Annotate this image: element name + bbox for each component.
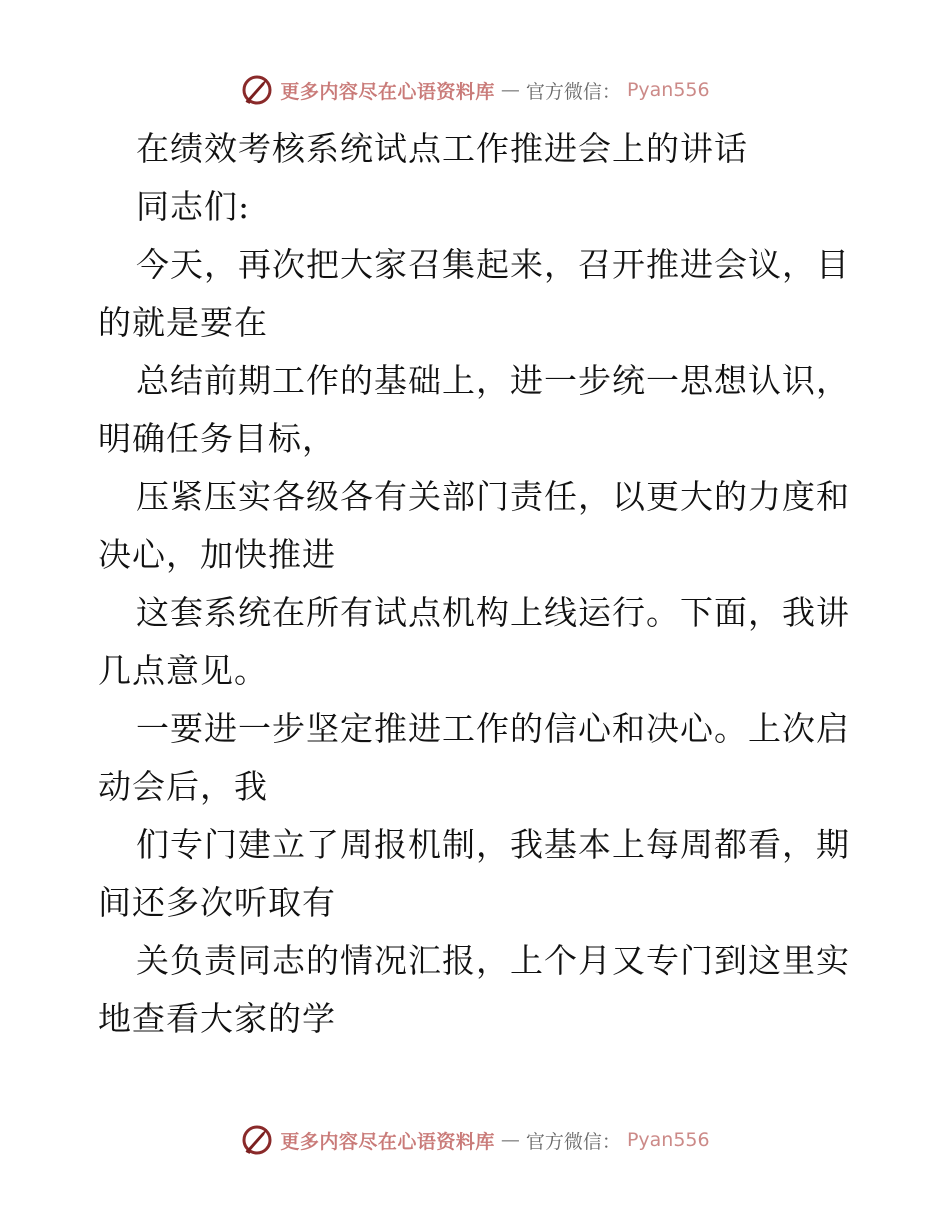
text-line: 这套系统在所有试点机构上线运行。下面，我讲: [136, 593, 850, 632]
text-line: 关负责同志的情况汇报，上个月又专门到这里实: [136, 941, 850, 980]
text-line: 总结前期工作的基础上，进一步统一思想认识，: [136, 361, 850, 400]
banner-wechat-id: Pyan556: [626, 79, 710, 101]
text-line: 动会后，我: [98, 767, 268, 806]
text-line: 一要进一步坚定推进工作的信心和决心。上次启: [136, 709, 850, 748]
banner-wechat-id: Pyan556: [626, 1129, 710, 1151]
banner-wechat-label: 官方微信：: [525, 1130, 621, 1153]
text-line: 几点意见。: [98, 651, 268, 690]
banner-title: 更多内容尽在心语资料库: [280, 1130, 495, 1153]
text-line: 们专门建立了周报机制，我基本上每周都看，期: [136, 825, 850, 864]
banner-wechat-label: 官方微信：: [525, 80, 621, 103]
text-line: 地查看大家的学: [98, 999, 336, 1038]
banner-separator: —: [500, 1129, 520, 1151]
text-line: 决心，加快推进: [98, 535, 336, 574]
header-banner: [0, 70, 950, 110]
text-line: 压紧压实各级各有关部门责任，以更大的力度和: [136, 477, 850, 516]
quill-logo-icon: [240, 1123, 274, 1157]
document-body: [98, 120, 858, 1048]
text-line: 间还多次听取有: [98, 883, 336, 922]
salutation: 同志们:: [136, 187, 251, 226]
footer-banner: [0, 1120, 950, 1160]
text-line: 今天，再次把大家召集起来，召开推进会议，目: [136, 245, 850, 284]
quill-logo-icon: [240, 73, 274, 107]
banner-separator: —: [500, 79, 520, 101]
banner-title: 更多内容尽在心语资料库: [280, 80, 495, 103]
document-title: 在绩效考核系统试点工作推进会上的讲话: [136, 129, 748, 168]
text-line: 明确任务目标，: [98, 419, 336, 458]
text-line: 的就是要在: [98, 303, 268, 342]
